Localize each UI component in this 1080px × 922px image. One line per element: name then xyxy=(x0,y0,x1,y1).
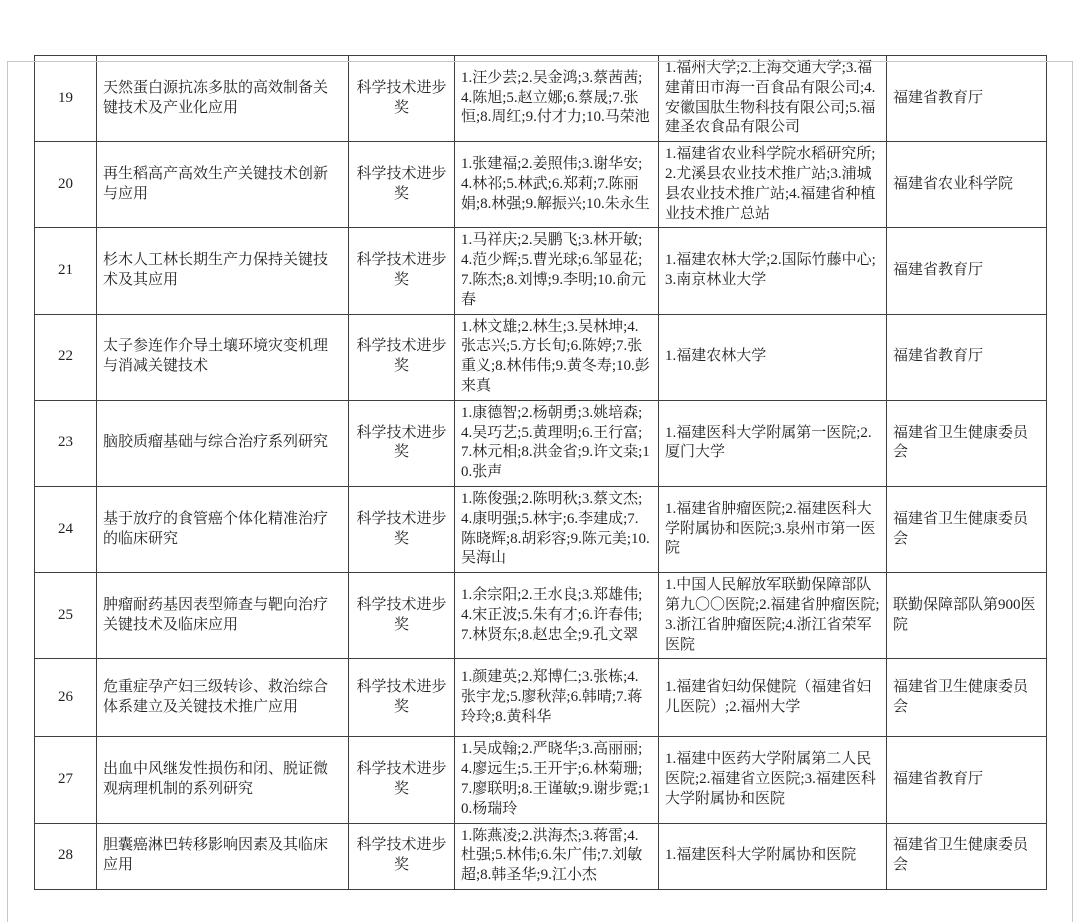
project-title-cell: 肿瘤耐药基因表型筛查与靶向治疗关键技术及临床应用 xyxy=(97,573,349,659)
project-title-cell: 胆囊癌淋巴转移影响因素及其临床应用 xyxy=(97,823,349,889)
award-category-cell: 科学技术进步奖 xyxy=(349,573,455,659)
nominating-unit-cell: 福建省农业科学院 xyxy=(887,142,1047,228)
awardee-people-cell: 1.康德智;2.杨朝勇;3.姚培森;4.吴巧艺;5.黄理明;6.王行富;7.林元相;8.洪金省;9.许文桒;10.张声 xyxy=(455,400,659,486)
row-number-cell: 23 xyxy=(35,400,97,486)
row-number-cell: 24 xyxy=(35,486,97,572)
awardee-people-cell: 1.马祥庆;2.吴鹏飞;3.林开敏;4.范少辉;5.曹光球;6.邹显花;7.陈杰;8.刘博;9.李明;10.俞元春 xyxy=(455,228,659,314)
row-number-cell: 22 xyxy=(35,314,97,400)
awardee-organizations-cell: 1.福建省妇幼保健院（福建省妇儿医院）;2.福州大学 xyxy=(659,659,887,737)
project-title-cell: 危重症孕产妇三级转诊、救治综合体系建立及关键技术推广应用 xyxy=(97,659,349,737)
nominating-unit-cell: 福建省教育厅 xyxy=(887,228,1047,314)
award-category-cell: 科学技术进步奖 xyxy=(349,142,455,228)
awardee-organizations-cell: 1.福建农林大学 xyxy=(659,314,887,400)
project-title-cell: 基于放疗的食管癌个体化精准治疗的临床研究 xyxy=(97,486,349,572)
table-row xyxy=(35,659,1047,737)
table-row xyxy=(35,823,1047,889)
table-row xyxy=(35,737,1047,823)
nominating-unit-cell: 福建省教育厅 xyxy=(887,314,1047,400)
award-category-cell: 科学技术进步奖 xyxy=(349,314,455,400)
awardee-organizations-cell: 1.福建医科大学附属协和医院 xyxy=(659,823,887,889)
table-row xyxy=(35,228,1047,314)
awardee-organizations-cell: 1.福建农林大学;2.国际竹藤中心;3.南京林业大学 xyxy=(659,228,887,314)
awardee-organizations-cell: 1.福建省肿瘤医院;2.福建医科大学附属协和医院;3.泉州市第一医院 xyxy=(659,486,887,572)
project-title-cell: 出血中风继发性损伤和闭、脱证微观病理机制的系列研究 xyxy=(97,737,349,823)
awardee-people-cell: 1.林文雄;2.林生;3.吴林坤;4.张志兴;5.方长旬;6.陈婷;7.张重义;8.林伟伟;9.黄冬寿;10.彭来真 xyxy=(455,314,659,400)
awardee-organizations-cell: 1.福建医科大学附属第一医院;2.厦门大学 xyxy=(659,400,887,486)
row-number-cell: 19 xyxy=(35,56,97,142)
row-number-cell: 26 xyxy=(35,659,97,737)
table-row xyxy=(35,486,1047,572)
row-number-cell: 25 xyxy=(35,573,97,659)
awardee-people-cell: 1.陈俊强;2.陈明秋;3.蔡文杰;4.康明强;5.林宇;6.李建成;7.陈晓辉;8.胡彩容;9.陈元美;10.吴海山 xyxy=(455,486,659,572)
award-category-cell: 科学技术进步奖 xyxy=(349,823,455,889)
award-category-cell: 科学技术进步奖 xyxy=(349,659,455,737)
project-title-cell: 再生稻高产高效生产关键技术创新与应用 xyxy=(97,142,349,228)
award-category-cell: 科学技术进步奖 xyxy=(349,56,455,142)
table-row xyxy=(35,400,1047,486)
awardee-organizations-cell: 1.福建中医药大学附属第二人民医院;2.福建省立医院;3.福建医科大学附属协和医院 xyxy=(659,737,887,823)
project-title-cell: 脑胶质瘤基础与综合治疗系列研究 xyxy=(97,400,349,486)
award-category-cell: 科学技术进步奖 xyxy=(349,737,455,823)
awardee-people-cell: 1.张建福;2.姜照伟;3.谢华安;4.林祁;5.林武;6.郑莉;7.陈丽娟;8.林强;9.解振兴;10.朱永生 xyxy=(455,142,659,228)
nominating-unit-cell: 福建省卫生健康委员会 xyxy=(887,659,1047,737)
table-row xyxy=(35,56,1047,142)
awards-table xyxy=(34,55,1047,890)
award-category-cell: 科学技术进步奖 xyxy=(349,228,455,314)
awardee-people-cell: 1.余宗阳;2.王水良;3.郑雄伟;4.宋正波;5.朱有才;6.许春伟;7.林贤东;8.赵忠全;9.孔文翠 xyxy=(455,573,659,659)
nominating-unit-cell: 福建省卫生健康委员会 xyxy=(887,486,1047,572)
award-category-cell: 科学技术进步奖 xyxy=(349,400,455,486)
row-number-cell: 28 xyxy=(35,823,97,889)
awardee-people-cell: 1.汪少芸;2.吴金鸿;3.蔡茜茜;4.陈旭;5.赵立娜;6.蔡晟;7.张恒;8.周红;9.付才力;10.马荣池 xyxy=(455,56,659,142)
nominating-unit-cell: 联勤保障部队第900医院 xyxy=(887,573,1047,659)
project-title-cell: 杉木人工林长期生产力保持关键技术及其应用 xyxy=(97,228,349,314)
table-row xyxy=(35,142,1047,228)
awardee-organizations-cell: 1.福建省农业科学院水稻研究所;2.尤溪县农业技术推广站;3.浦城县农业技术推广站;4.福建省种植业技术推广总站 xyxy=(659,142,887,228)
awardee-people-cell: 1.颜建英;2.郑博仁;3.张栋;4.张宇龙;5.廖秋萍;6.韩晴;7.蒋玲玲;8.黄科华 xyxy=(455,659,659,737)
awardee-organizations-cell: 1.中国人民解放军联勤保障部队第九〇〇医院;2.福建省肿瘤医院;3.浙江省肿瘤医院;4.浙江省荣军医院 xyxy=(659,573,887,659)
project-title-cell: 太子参连作介导土壤环境灾变机理与消减关键技术 xyxy=(97,314,349,400)
project-title-cell: 天然蛋白源抗冻多肽的高效制备关键技术及产业化应用 xyxy=(97,56,349,142)
nominating-unit-cell: 福建省卫生健康委员会 xyxy=(887,400,1047,486)
nominating-unit-cell: 福建省教育厅 xyxy=(887,56,1047,142)
row-number-cell: 21 xyxy=(35,228,97,314)
awardee-people-cell: 1.吴成翰;2.严晓华;3.高丽丽;4.廖远生;5.王开宇;6.林菊珊;7.廖联明;8.王谨敏;9.谢步霓;10.杨瑞玲 xyxy=(455,737,659,823)
row-number-cell: 27 xyxy=(35,737,97,823)
row-number-cell: 20 xyxy=(35,142,97,228)
awards-table-body xyxy=(35,56,1047,890)
table-row xyxy=(35,314,1047,400)
nominating-unit-cell: 福建省教育厅 xyxy=(887,737,1047,823)
awardee-people-cell: 1.陈燕凌;2.洪海杰;3.蒋雷;4.杜强;5.林伟;6.朱广伟;7.刘敏超;8.韩圣华;9.江小杰 xyxy=(455,823,659,889)
award-category-cell: 科学技术进步奖 xyxy=(349,486,455,572)
table-row xyxy=(35,573,1047,659)
nominating-unit-cell: 福建省卫生健康委员会 xyxy=(887,823,1047,889)
awardee-organizations-cell: 1.福州大学;2.上海交通大学;3.福建莆田市海一百食品有限公司;4.安徽国肽生物科技有限公司;5.福建圣农食品有限公司 xyxy=(659,56,887,142)
